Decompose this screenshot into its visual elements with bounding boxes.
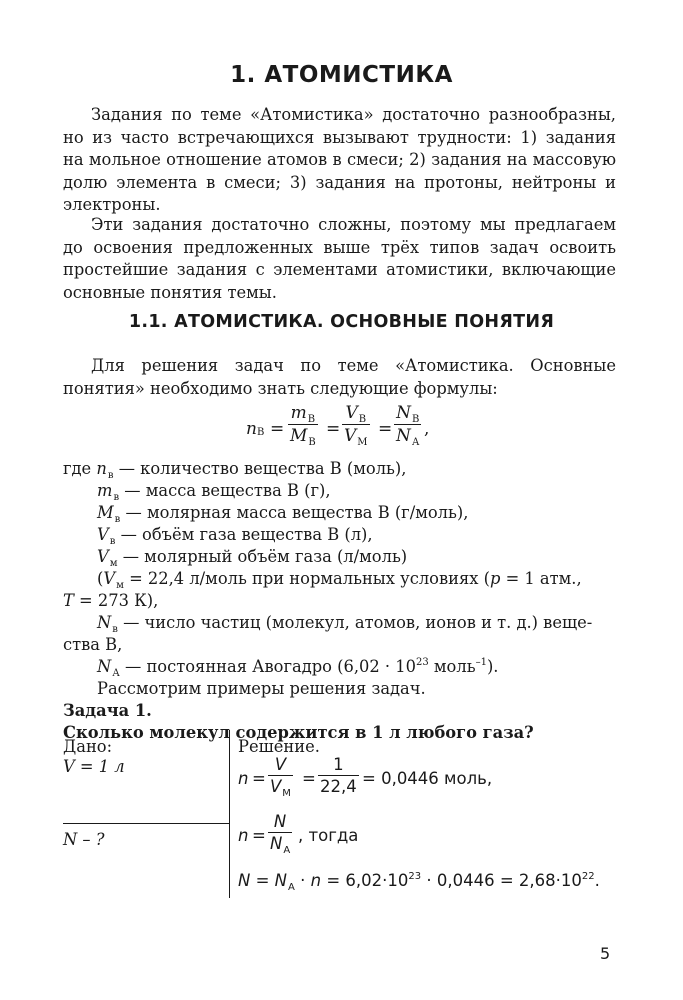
examples-intro: Рассмотрим примеры решения задач. <box>97 679 426 698</box>
given-label: Дано: <box>63 737 113 756</box>
solution-line-3: $N = N_А \cdot n = 6,02\cdot 10^{23} \cdot 0,0446 = 2,68\cdot 10^{22}$. <box>238 871 600 893</box>
table-vertical-divider <box>229 730 230 898</box>
table-horizontal-divider <box>63 823 230 824</box>
definition-V: $V_в$ — объём газа вещества В (л), <box>97 525 373 547</box>
given-value: V = 1 л <box>63 757 125 776</box>
section-intro: Для решения задач по теме «Атомистика. Основные понятия» необходимо знать следующие формулы: <box>63 356 616 398</box>
solution-line-1: n = V $V_М$ = 1 22,4 = 0,0446 моль, <box>238 755 493 799</box>
definition-NA: $N_А$ — постоянная Авогадро ($6,02 \cdot 10^{23}$ моль$^{-1}$). <box>97 657 499 679</box>
solution-line-2: n = N $N_А$ , тогда <box>238 812 359 856</box>
task-question: Сколько молекул содержится в 1 л любого газа? <box>63 723 534 742</box>
page-number: 5 <box>600 944 611 963</box>
definition-VM-note: ($V_м = 22,4$ л/моль при нормальных условиях (p = 1 атм., <box>97 569 582 591</box>
task-label: Задача 1. <box>63 701 152 720</box>
definition-M: $M_в$ — молярная масса вещества В (г/моль), <box>97 503 469 525</box>
find-value: N – ? <box>63 830 105 849</box>
intro-paragraph-1: Задания по теме «Атомистика» достаточно разнообразны, но из часто встречающихся вызывают трудности: 1) задания на мольное отношение атомов в смеси; 2) задания на массовую долю элемента в смеси; 3) задания на протоны, нейтроны и электроны. <box>63 105 616 214</box>
definition-VM-note-cont: T = 273 К), <box>63 591 159 610</box>
definition-m: $m_в$ — масса вещества В (г), <box>97 481 331 503</box>
definition-N: $N_в$ — число частиц (молекул, атомов, ионов и т. д.) веще- <box>97 613 593 635</box>
intro-paragraph-2: Эти задания достаточно сложны, поэтому мы предлагаем до освоения предложенных выше трёх типов задач освоить простейшие задания с элементами атомистики, включающие основные понятия темы. <box>63 215 616 302</box>
textbook-page: 1. АТОМИСТИКА Задания по теме «Атомистика» достаточно разнообразны, но из часто встречающихся вызывают трудности: 1) задания на мольное отношение атомов в смеси; 2) задания на массовую долю элемента в смеси; 3) задания на протоны, нейтроны и электроны. Эти задания достаточно сложны, поэтому мы предлагаем до освоения предложенных выше трёх типов задач освоить простейшие задания с элементами атомистики, включающие основные понятия темы. 1.1. АТОМИСТИКА. ОСНОВНЫЕ ПОНЯТИЯ Для решения задач по теме «Атомистика. Основные понятия» необходимо знать следующие формулы: n В = $m_В$ $M_В$ = $V_В$ $V_М$ = $N_В$ $N_А$ , где $n_в$ — количество вещества В (моль), $m_в$ — масса вещества В (г), $M_в$ — молярная масса вещества В (г/моль), $V_в$ — объём газа вещества В (л), $V_м$ — молярный объём газа (л/моль) ($V_м = 22,4$ л/моль при нормальных условиях (p = 1 атм., T = 273 К), $N_в$ — число частиц (молекул, атомов, ионов и т. д.) веще- ства В, $N_А$ — постоянная Авогадро ($6,02 \cdot 10^{23}$ моль$^{-1}$). Рассмотрим примеры решения задач. Задача 1. Сколько молекул содержится в 1 л любого газа? Дано: V = 1 л N – ? Решение. n = V $V_М$ = 1 22,4 = 0,0446 моль, n = N $N_А$ , тогда $N = N_А \cdot n = 6,02\cdot 10^{23} \cdot 0,0446 = 2,68\cdot 10^{22}$. 5 <box>0 0 683 1000</box>
solution-label: Решение. <box>238 737 320 756</box>
chapter-title: 1. АТОМИСТИКА <box>230 62 453 88</box>
definition-n: где $n_в$ — количество вещества В (моль), <box>63 459 407 481</box>
section-title: 1.1. АТОМИСТИКА. ОСНОВНЫЕ ПОНЯТИЯ <box>128 312 555 332</box>
definition-N-cont: ства В, <box>63 635 123 654</box>
definition-VM: $V_м$ — молярный объём газа (л/моль) <box>97 547 408 569</box>
